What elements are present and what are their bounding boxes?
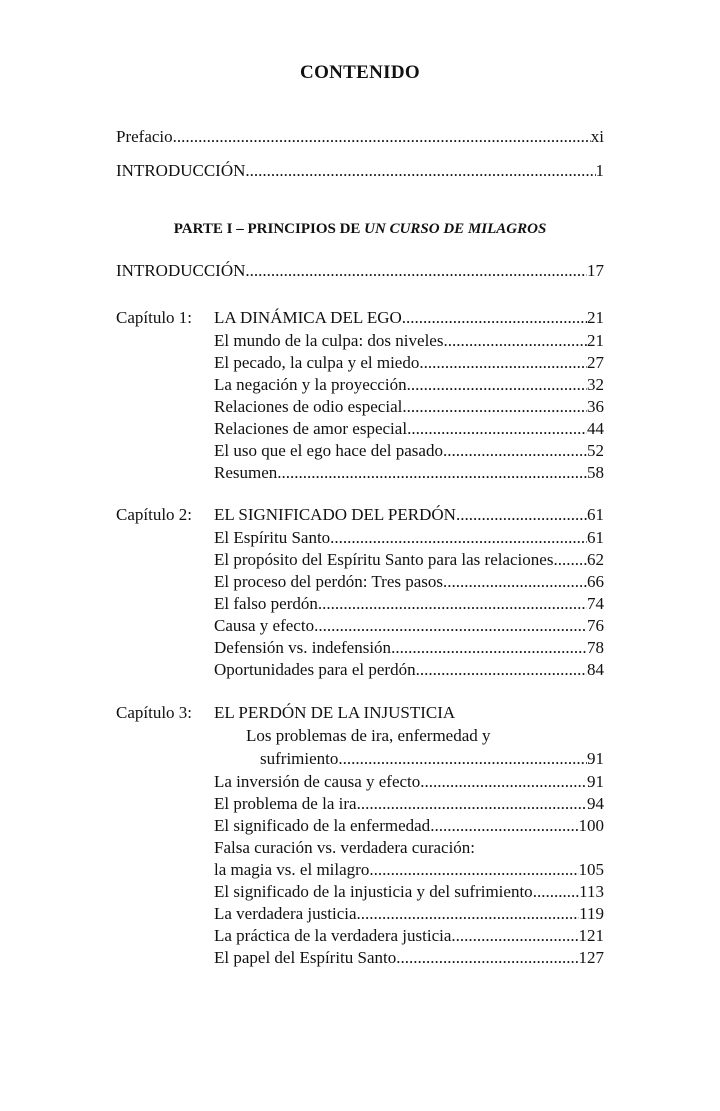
entry-title: La práctica de la verdadera justicia	[214, 926, 452, 945]
dot-leader	[277, 462, 587, 484]
entry-title: El significado de la enfermedad	[214, 816, 431, 835]
entry-page: 94	[587, 794, 604, 813]
chapter-label: Capítulo 2:	[116, 505, 193, 524]
toc-entry[interactable]	[214, 947, 604, 969]
entry-page: 21	[587, 308, 604, 327]
dot-leader	[245, 160, 595, 182]
entry-title: El uso que el ego hace del pasado	[214, 441, 443, 460]
entry-page: 127	[578, 948, 604, 967]
page-title: CONTENIDO	[300, 62, 420, 83]
entry-page: 84	[587, 660, 604, 679]
dot-leader	[407, 374, 587, 396]
toc-entry-prefacio[interactable]	[116, 126, 604, 148]
dot-leader	[318, 593, 587, 615]
entry-title: Oportunidades para el perdón	[214, 660, 416, 679]
entry-page: 91	[587, 749, 604, 768]
part-heading-prefix: PARTE I – PRINCIPIOS DE	[173, 221, 365, 237]
toc-entry[interactable]	[214, 374, 604, 396]
dot-leader	[369, 859, 578, 881]
toc-entry[interactable]	[214, 859, 604, 881]
dot-leader	[419, 352, 587, 374]
toc-chapter-title[interactable]: EL PERDÓN DE LA INJUSTICIA	[214, 703, 456, 722]
toc-entry-introduccion[interactable]	[116, 160, 604, 182]
entry-page: 44	[587, 419, 604, 438]
entry-title: LA DINÁMICA DEL EGO	[214, 308, 402, 327]
dot-leader	[402, 307, 587, 329]
dot-leader	[338, 748, 587, 770]
entry-page: 52	[587, 441, 604, 460]
entry-page: 17	[587, 261, 604, 280]
entry-title: El proceso del perdón: Tres pasos	[214, 572, 444, 591]
toc-entry-line[interactable]: Los problemas de ira, enfermedad y	[246, 726, 491, 745]
part-heading-book-title: UN CURSO DE MILAGROS	[364, 221, 547, 237]
entry-title: El falso perdón	[214, 594, 318, 613]
toc-entry[interactable]	[214, 659, 604, 681]
dot-leader	[357, 793, 587, 815]
entry-page: 74	[587, 594, 604, 613]
toc-chapter-title[interactable]	[214, 504, 604, 526]
entry-page: 100	[578, 816, 604, 835]
toc-entry[interactable]	[214, 903, 604, 925]
entry-title: La inversión de causa y efecto	[214, 772, 421, 791]
toc-entry-line[interactable]: Falsa curación vs. verdadera curación:	[214, 838, 476, 857]
entry-page: 78	[587, 638, 604, 657]
toc-entry[interactable]	[214, 549, 604, 571]
toc-entry[interactable]	[214, 637, 604, 659]
entry-page: 1	[595, 161, 604, 180]
toc-entry[interactable]	[260, 748, 604, 770]
toc-entry[interactable]	[214, 527, 604, 549]
entry-title: Prefacio	[116, 127, 173, 146]
dot-leader	[391, 637, 587, 659]
entry-page: 76	[587, 616, 604, 635]
entry-title: La negación y la proyección	[214, 375, 407, 394]
chapter-label: Capítulo 3:	[116, 703, 193, 722]
dot-leader	[443, 440, 587, 462]
entry-title: INTRODUCCIÓN	[116, 161, 246, 180]
dot-leader	[451, 925, 578, 947]
toc-entry[interactable]	[214, 352, 604, 374]
entry-page: 21	[587, 331, 604, 350]
dot-leader	[402, 396, 587, 418]
entry-page: 36	[587, 397, 604, 416]
entry-page: 61	[587, 505, 604, 524]
entry-page: 91	[587, 772, 604, 791]
entry-page: 27	[587, 353, 604, 372]
entry-title: El mundo de la culpa: dos niveles	[214, 331, 444, 350]
dot-leader	[430, 815, 578, 837]
toc-entry[interactable]	[214, 462, 604, 484]
dot-leader	[396, 947, 578, 969]
entry-page: 58	[587, 463, 604, 482]
toc-entry[interactable]	[214, 925, 604, 947]
dot-leader	[314, 615, 587, 637]
entry-title: El significado de la injusticia y del sufrimiento	[214, 882, 533, 901]
toc-entry[interactable]	[214, 330, 604, 352]
entry-title: El pecado, la culpa y el miedo	[214, 353, 420, 372]
toc-entry[interactable]	[214, 793, 604, 815]
entry-title: El papel del Espíritu Santo	[214, 948, 397, 967]
entry-page: 105	[578, 860, 604, 879]
dot-leader	[407, 418, 587, 440]
entry-title: Resumen	[214, 463, 278, 482]
part-heading	[0, 221, 720, 238]
entry-page: 62	[587, 550, 604, 569]
entry-page: xi	[590, 127, 604, 146]
dot-leader	[416, 659, 587, 681]
dot-leader	[245, 260, 587, 282]
toc-entry[interactable]	[214, 615, 604, 637]
dot-leader	[456, 504, 587, 526]
entry-title: INTRODUCCIÓN	[116, 261, 246, 280]
dot-leader	[443, 330, 587, 352]
dot-leader	[173, 126, 591, 148]
entry-title: EL SIGNIFICADO DEL PERDÓN	[214, 505, 456, 524]
entry-title: Defensión vs. indefensión	[214, 638, 392, 657]
toc-entry-part-introduccion[interactable]	[116, 260, 604, 282]
toc-entry[interactable]	[214, 593, 604, 615]
toc-entry[interactable]	[214, 881, 604, 903]
entry-page: 113	[579, 882, 604, 901]
toc-entry[interactable]	[214, 771, 604, 793]
entry-title: La verdadera justicia	[214, 904, 357, 923]
entry-title: Causa y efecto	[214, 616, 315, 635]
entry-page: 66	[587, 572, 604, 591]
entry-title: Relaciones de odio especial	[214, 397, 403, 416]
entry-page: 32	[587, 375, 604, 394]
entry-page: 119	[579, 904, 604, 923]
entry-title: Relaciones de amor especial	[214, 419, 408, 438]
dot-leader	[533, 881, 579, 903]
toc-entry[interactable]	[214, 815, 604, 837]
entry-title: la magia vs. el milagro	[214, 860, 370, 879]
entry-title: sufrimiento	[260, 749, 339, 768]
toc-entry[interactable]	[214, 396, 604, 418]
toc-entry[interactable]	[214, 418, 604, 440]
dot-leader	[443, 571, 587, 593]
chapter-label: Capítulo 1:	[116, 308, 193, 327]
entry-title: El propósito del Espíritu Santo para las relaciones.	[214, 550, 558, 569]
dot-leader	[357, 903, 580, 925]
toc-entry[interactable]	[214, 571, 604, 593]
dot-leader	[420, 771, 587, 793]
toc-entry[interactable]	[214, 440, 604, 462]
dot-leader	[558, 549, 587, 571]
dot-leader	[330, 527, 587, 549]
toc-chapter-title[interactable]	[214, 307, 604, 329]
entry-title: El Espíritu Santo	[214, 528, 331, 547]
entry-title: El problema de la ira	[214, 794, 357, 813]
entry-page: 61	[587, 528, 604, 547]
entry-page: 121	[578, 926, 604, 945]
